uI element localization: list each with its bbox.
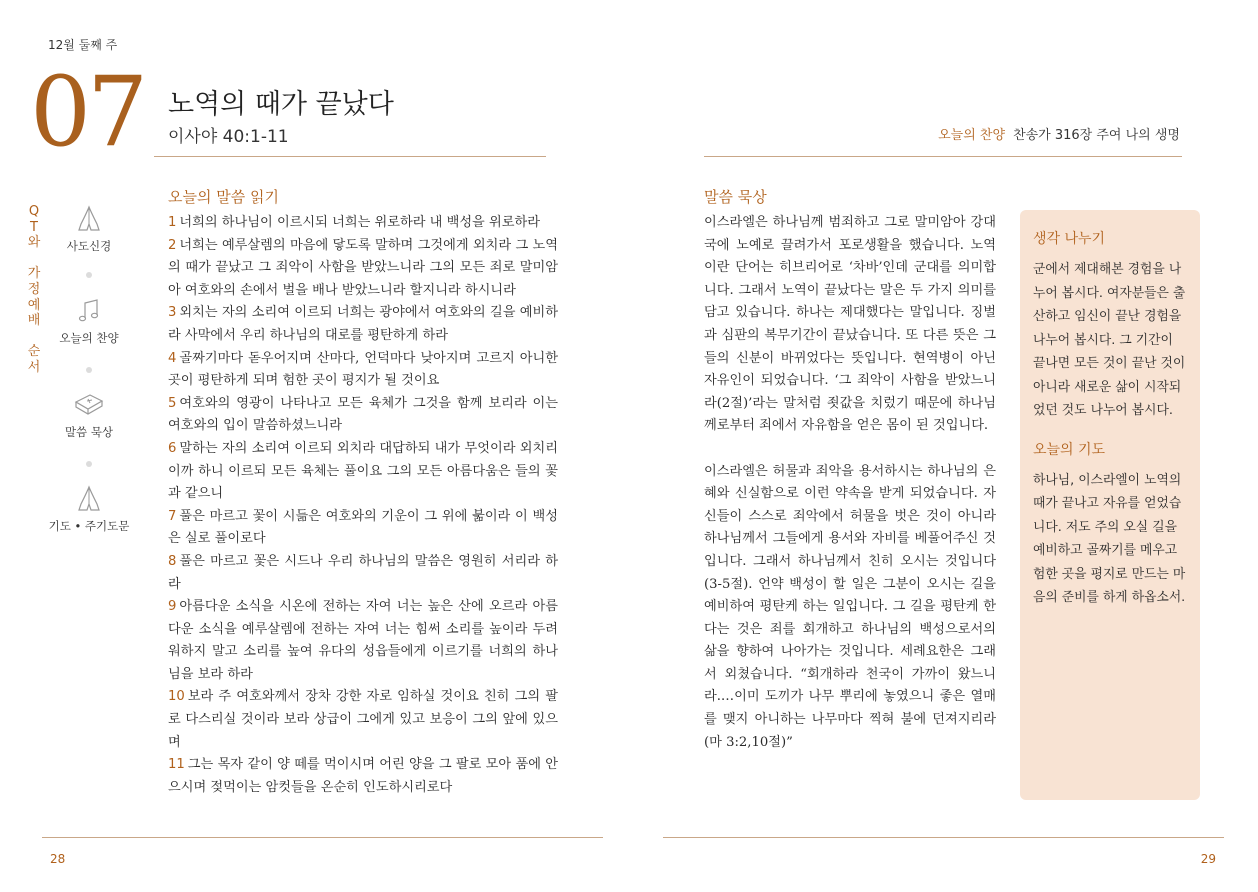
- meditation-paragraph: 이스라엘은 허물과 죄악을 용서하시는 하나님의 은혜와 신실함으로 이런 약속을 받게 되었습니다. 자신들이 스스로 죄악에서 허물을 벗은 것이 아니라 하나님께서 그들에게 용서와 자비를 베풀어주신 것입니다. 그래서 하나님께서 친히 오시는 것입니다(3-5절). 언약 백성이 할 일은 그분이 오시는 길을 예비하여 평탄케 하는 일입니다. 그 길을 평탄케 한다는 것은 죄를 회개하고 하나님의 백성으로서의 삶을 향하여 나아가는 것입니다. 세례요한은 그래서 외쳤습니다. “회개하라 천국이 가까이 왔느니라.…이미 도끼가 나무 뿌리에 놓였으니 좋은 열매를 맺지 아니하는 나무마다 찍혀 불에 던져지리라(마 3:2,10절)”: [704, 463, 996, 750]
- sidebar-item-label: 사도신경: [66, 239, 112, 253]
- verse: 6 말하는 자의 소리여 이르되 외치라 대답하되 내가 무엇이라 외치리이까 하니 이르되 모든 육체는 풀이요 그의 모든 아름다움은 들의 꽃과 같으니: [168, 440, 558, 502]
- sidebar-item-todays-hymn: [48, 296, 130, 346]
- hymn-title: 찬송가 316장 주여 나의 생명: [1013, 128, 1180, 143]
- sidebar-item-label: 오늘의 찬양: [59, 331, 119, 345]
- page-number-right: 29: [1200, 852, 1216, 866]
- music-note-icon: [74, 296, 104, 326]
- header-divider-right: [704, 156, 1182, 157]
- praying-hands-icon: [74, 484, 104, 514]
- verse: 5 여호와의 영광이 나타나고 모든 육체가 그것을 함께 보리라 이는 여호와의 입이 말씀하셨느니라: [168, 395, 558, 434]
- sidebar-item-prayer: [48, 484, 130, 534]
- meditation-text: [704, 212, 996, 754]
- sidebar-separator-dot: [86, 367, 92, 373]
- sidebar-item-label: 말씀 묵상: [64, 425, 114, 439]
- scripture-verses: [168, 212, 558, 799]
- footer-divider-right: [663, 837, 1224, 838]
- prayer-heading: 오늘의 기도: [1033, 441, 1106, 458]
- meditation-heading: 말씀 묵상: [704, 188, 767, 206]
- sidebar-item-label: 기도 • 주기도문: [48, 519, 130, 533]
- sidebar-separator-dot: [86, 272, 92, 278]
- reading-heading: 오늘의 말씀 읽기: [168, 188, 279, 206]
- praying-hands-icon: [74, 204, 104, 234]
- page-number-left: 28: [50, 852, 66, 866]
- sharing-heading: 생각 나누기: [1033, 231, 1106, 247]
- verse: 8 풀은 마르고 꽃은 시드나 우리 하나님의 말씀은 영원히 서리라 하라: [168, 553, 558, 592]
- verse: 11 그는 목자 같이 양 떼를 먹이시며 어린 양을 그 팔로 모아 품에 안으시며 젖먹이는 암컷들을 온순히 인도하시리로다: [168, 757, 558, 795]
- todays-hymn: [938, 124, 1180, 143]
- lesson-number: 07: [30, 56, 145, 168]
- meditation-paragraph: 이스라엘은 하나님께 범죄하고 그로 말미암아 강대국에 노예로 끌려가서 포로생활을 했습니다. 노역이란 단어는 히브리어로 ‘차바’인데 군대를 의미합니다. 그래서 노역이 끝났다는 말은 두 가지 의미를 담고 있습니다. 하나는 제대했다는 말입니다. 징벌과 심판의 복무기간이 끝났습니다. 또 다른 뜻은 그들의 신분이 바뀌었다는 뜻입니다. 현역병이 아닌 자유인이 되었습니다. ‘그 죄악이 사함을 받았느니라(2절)’라는 말처럼 죗값을 치렀기 때문에 하나님께로부터 죄에서 자유함을 얻은 몸이 된 것입니다.: [704, 215, 996, 434]
- verse: 10 보라 주 여호와께서 장차 강한 자로 임하실 것이요 친히 그의 팔로 다스리실 것이라 보라 상급이 그에게 있고 보응이 그의 앞에 있으며: [168, 689, 558, 750]
- header-divider-left: [154, 156, 546, 157]
- scripture-reference: 이사야 40:1-11: [168, 127, 289, 147]
- sidebar-item-apostles-creed: [48, 204, 130, 254]
- bible-book-icon: [73, 390, 105, 420]
- week-label: 12월 둘째 주: [48, 38, 118, 52]
- page-title: 노역의 때가 끝났다: [168, 89, 394, 120]
- prayer-text: 하나님, 이스라엘이 노역의 때가 끝나고 자유를 얻었습니다. 저도 주의 오실 길을 예비하고 골짜기를 메우고 험한 곳을 평지로 만드는 마음의 준비를 하게 하옵소서.: [1033, 472, 1186, 605]
- sidebar-item-meditation: [48, 390, 130, 440]
- sidebar-separator-dot: [86, 461, 92, 467]
- sharing-prayer-box: [1020, 210, 1200, 800]
- footer-divider-left: [42, 837, 603, 838]
- worship-order-vertical-title: Q T 와 가 정 예 배 순 서: [27, 204, 41, 375]
- sharing-text: 군에서 제대해본 경험을 나누어 봅시다. 여자분들은 출산하고 임신이 끝난 경험을 나누어 봅시다. 그 기간이 끝나면 모든 것이 끝난 것이 아니라 새로운 삶이 시작되었던 것도 나누어 봅시다.: [1033, 262, 1186, 418]
- verse: 2 너희는 예루살렘의 마음에 닿도록 말하며 그것에게 외치라 그 노역의 때가 끝났고 그 죄악이 사함을 받았느니라 그의 모든 죄로 말미암아 여호와의 손에서 벌을 배나 받았느니라 할지니라 하시니라: [168, 237, 558, 298]
- verse: 9 아름다운 소식을 시온에 전하는 자여 너는 높은 산에 오르라 아름다운 소식을 예루살렘에 전하는 자여 너는 힘써 소리를 높이라 두려워하지 말고 소리를 높여 유다의 성읍들에게 이르기를 너희의 하나님을 보라 하라: [168, 599, 558, 682]
- verse: 3 외치는 자의 소리여 이르되 너희는 광야에서 여호와의 길을 예비하라 사막에서 우리 하나님의 대로를 평탄하게 하라: [168, 305, 558, 343]
- verse: 1 너희의 하나님이 이르시되 너희는 위로하라 내 백성을 위로하라: [168, 215, 540, 230]
- hymn-label: 오늘의 찬양: [938, 128, 1006, 143]
- verse: 4 골짜기마다 돋우어지며 산마다, 언덕마다 낮아지며 고르지 아니한 곳이 평탄하게 되며 험한 곳이 평지가 될 것이요: [168, 350, 558, 389]
- verse: 7 풀은 마르고 꽃이 시듦은 여호와의 기운이 그 위에 붊이라 이 백성은 실로 풀이로다: [168, 508, 558, 547]
